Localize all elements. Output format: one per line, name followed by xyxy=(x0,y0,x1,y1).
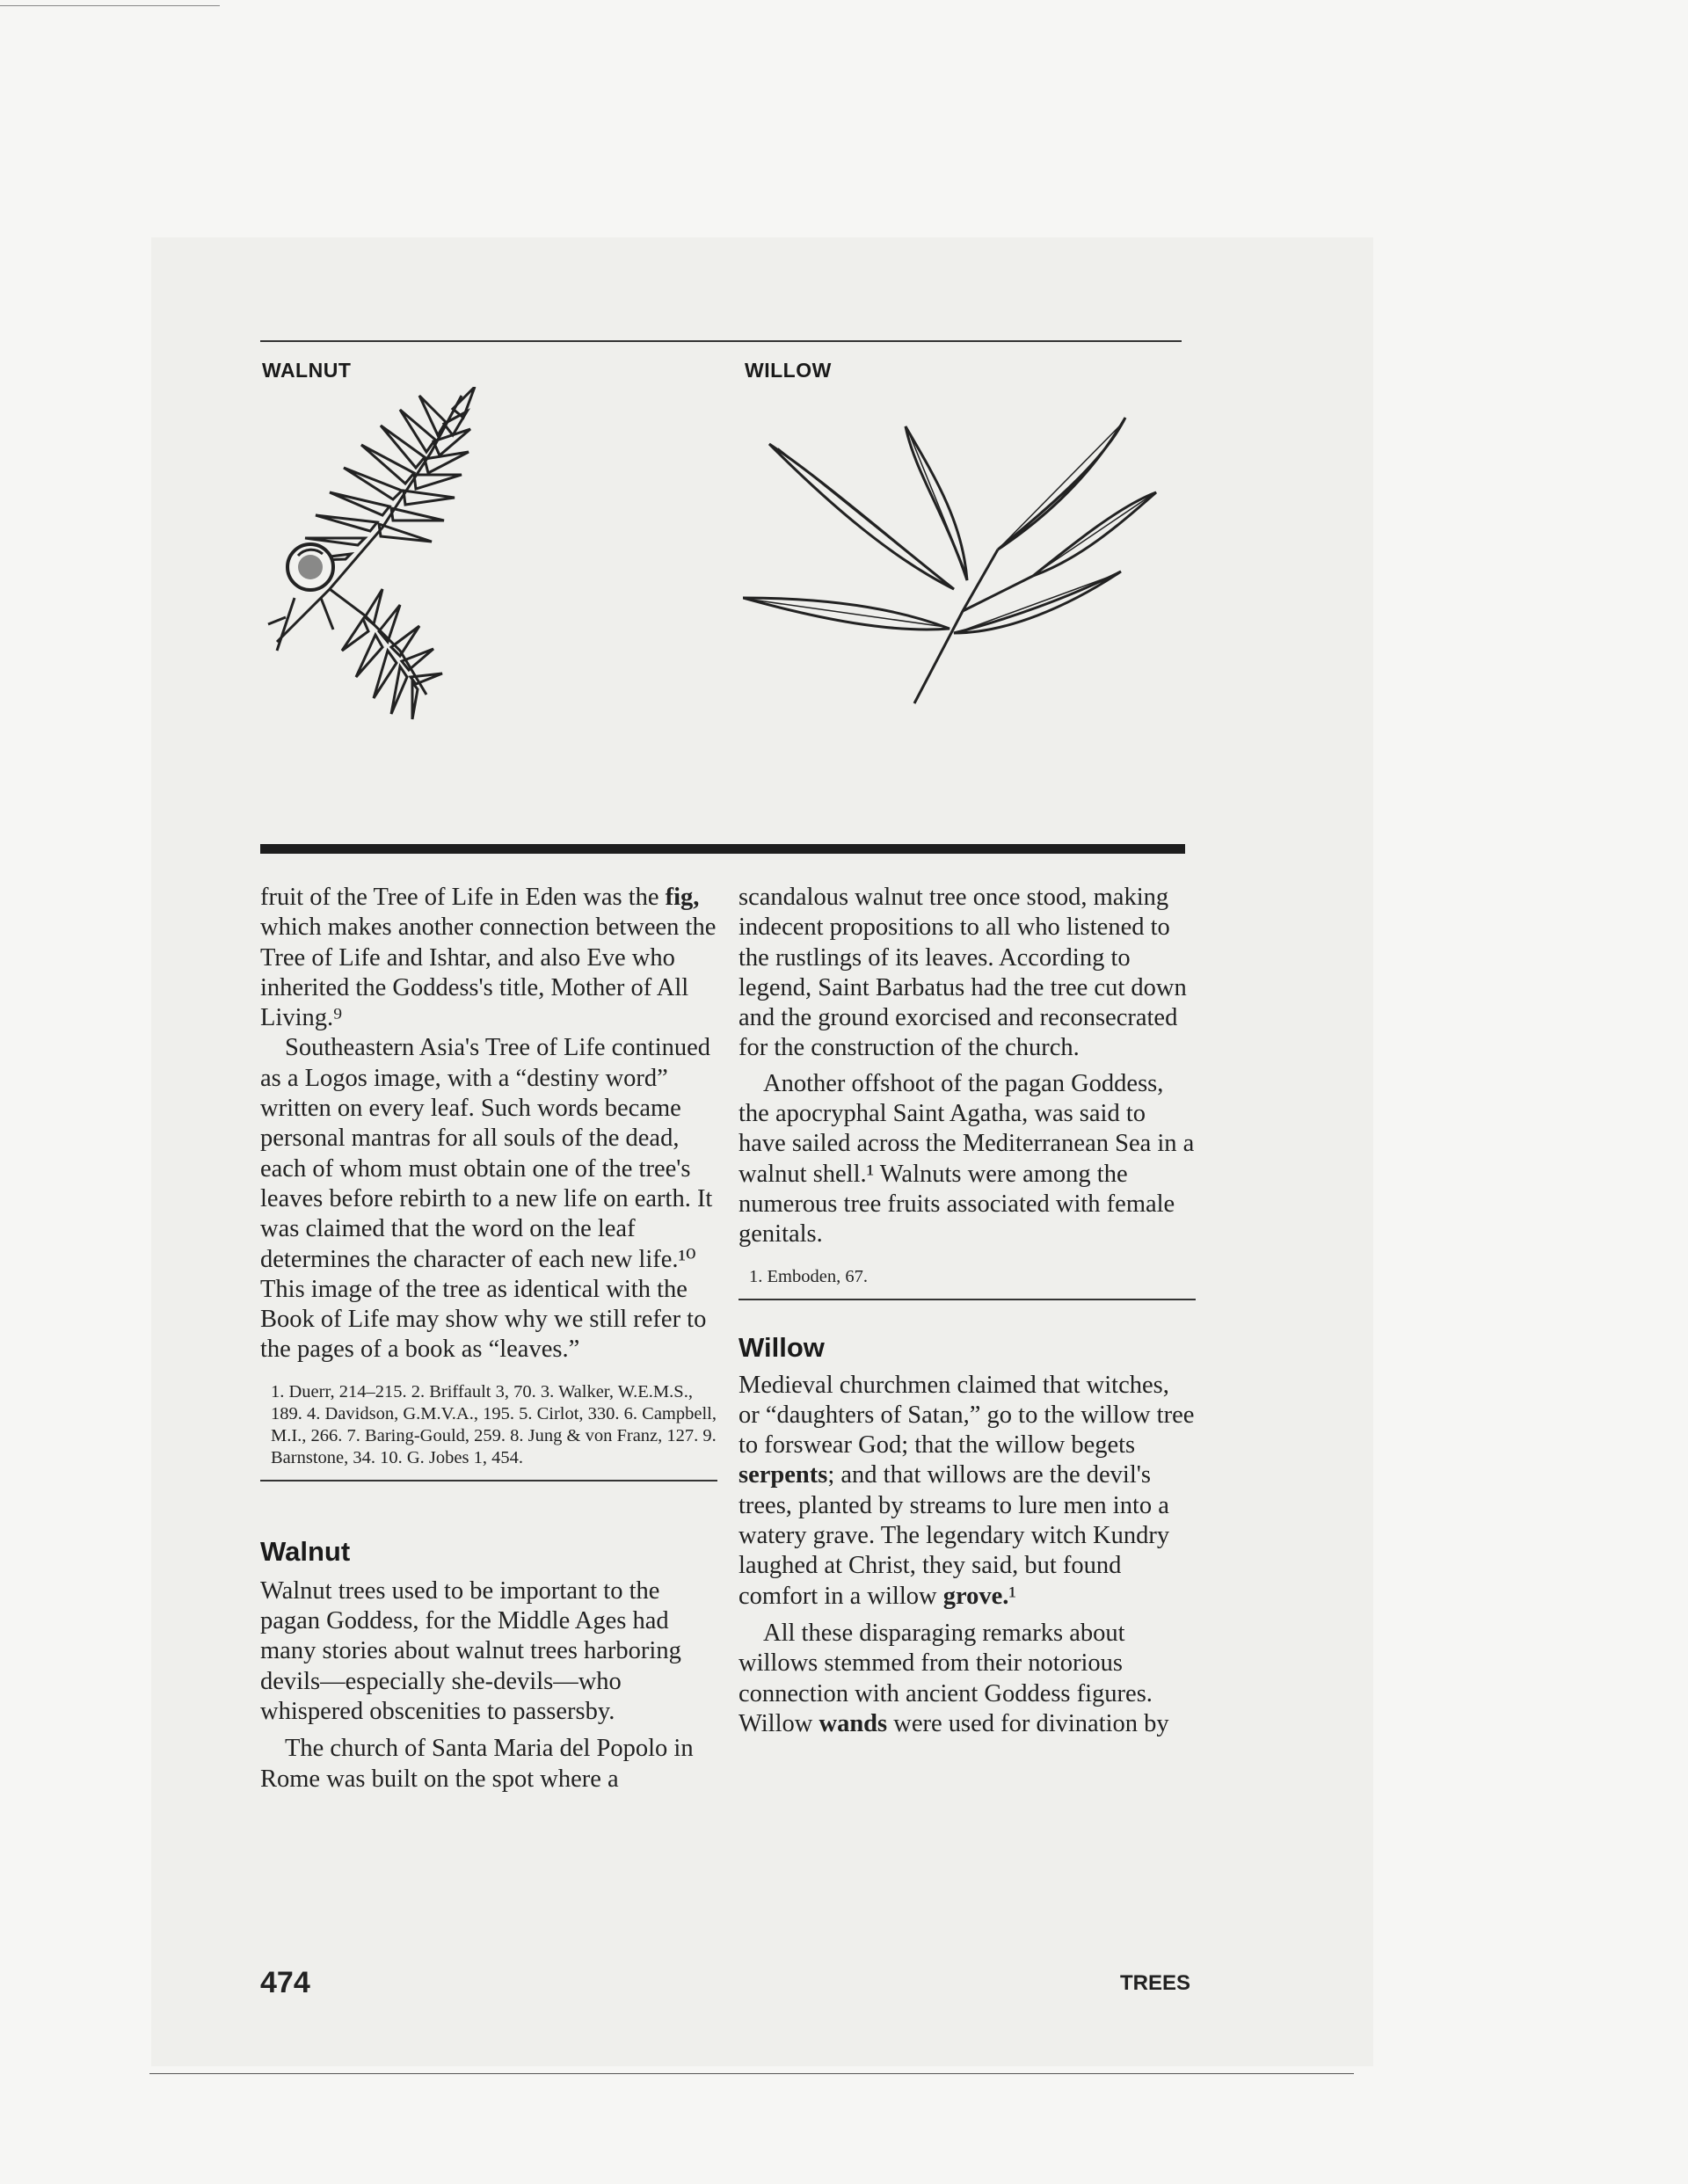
text-span: All these disparaging remarks about willows stemmed from their notorious connection with ancient Goddess figures. Willow xyxy=(738,1619,1153,1737)
scan-bottom-line xyxy=(149,2073,1354,2074)
running-head: TREES xyxy=(1120,1971,1191,1995)
text-span: ; and that willows are the devil's trees, planted by streams to lure men into a watery grave. The legendary witch Kundry laughed at Christ, they said, but found comfort in a willow xyxy=(738,1461,1170,1610)
willow-branch-icon xyxy=(743,409,1165,708)
bold-term-serpents: serpents xyxy=(738,1461,828,1489)
walnut-endnote: 1. Emboden, 67. xyxy=(749,1266,868,1286)
notes-rule xyxy=(260,1480,717,1481)
scan-edge-line xyxy=(0,5,220,6)
willow-paragraph-2 xyxy=(738,1619,1196,1739)
right-column xyxy=(738,883,1196,1739)
notes-rule xyxy=(738,1299,1196,1300)
walnut-figure-label: WALNUT xyxy=(262,359,352,382)
text-span: which makes another connection between the Tree of Life and Ishtar, and also Eve who inherited the Goddess's title, Mother of All Living.⁹ xyxy=(260,914,717,1032)
walnut-paragraph-2: The church of Santa Maria del Popolo in Rome was built on the spot where a xyxy=(260,1735,694,1793)
right-paragraph-1: scandalous walnut tree once stood, making indecent propositions to all who listened to the rustlings of its leaves. According to legend, Saint Barbatus had the tree cut down and the ground exorcised and reconsecrated for the construction of the church. xyxy=(738,884,1187,1062)
endnotes: 1. Duerr, 214–215. 2. Briffault 3, 70. 3. Walker, W.E.M.S., 189. 4. Davidson, G.M.V.A., 195. 5. Cirlot, 330. 6. Campbell, M.I., 266. 7. Baring-Gould, 259. 8. Jung & von Franz, 127. 9. Barnstone, 34. 10. G. Jobes 1, 454. xyxy=(271,1381,717,1467)
bold-term-fig: fig, xyxy=(665,884,700,911)
walnut-branch-icon xyxy=(259,387,488,721)
top-rule xyxy=(260,340,1182,342)
bold-term-wands: wands xyxy=(819,1709,888,1737)
walnut-heading: Walnut xyxy=(260,1535,351,1567)
willow-figure-label: WILLOW xyxy=(745,359,832,382)
section-divider-rule xyxy=(260,844,1185,854)
left-paragraph-2: Southeastern Asia's Tree of Life continued as a Logos image, with a “destiny word” written on every leaf. Such words became personal mantras for all souls of the dead, each of whom must obtain one of the tree's leaves before rebirth to a new life on earth. It was claimed that the word on the leaf determines the character of each new life.¹⁰ This image of the tree as identical with the Book of Life may show why we still refer to the pages of a book as “leaves.” xyxy=(260,1034,713,1364)
footnote-ref: ¹ xyxy=(1008,1582,1016,1610)
right-paragraph-2: Another offshoot of the pagan Goddess, the apocryphal Saint Agatha, was said to have sailed across the Mediterranean Sea in a walnut shell.¹ Walnuts were among the numerous tree fruits associated with female genitals. xyxy=(738,1069,1195,1249)
willow-heading: Willow xyxy=(738,1331,825,1363)
bold-term-grove: grove. xyxy=(942,1582,1009,1610)
text-span: fruit of the Tree of Life in Eden was the xyxy=(260,884,666,911)
text-span: Medieval churchmen claimed that witches, or “daughters of Satan,” go to the willow tree to forswear God; that the willow begets xyxy=(738,1371,1195,1460)
walnut-paragraph-1: Walnut trees used to be important to the pagan Goddess, for the Middle Ages had many stories about walnut trees harboring devils—especially she-devils—who whispered obscenities to passersby. xyxy=(260,1576,681,1725)
left-column xyxy=(260,883,717,1795)
page-number: 474 xyxy=(260,1966,310,1999)
text-span: were used for divination by xyxy=(887,1709,1169,1737)
left-paragraph-1 xyxy=(260,883,717,1033)
willow-paragraph-1 xyxy=(738,1371,1196,1612)
